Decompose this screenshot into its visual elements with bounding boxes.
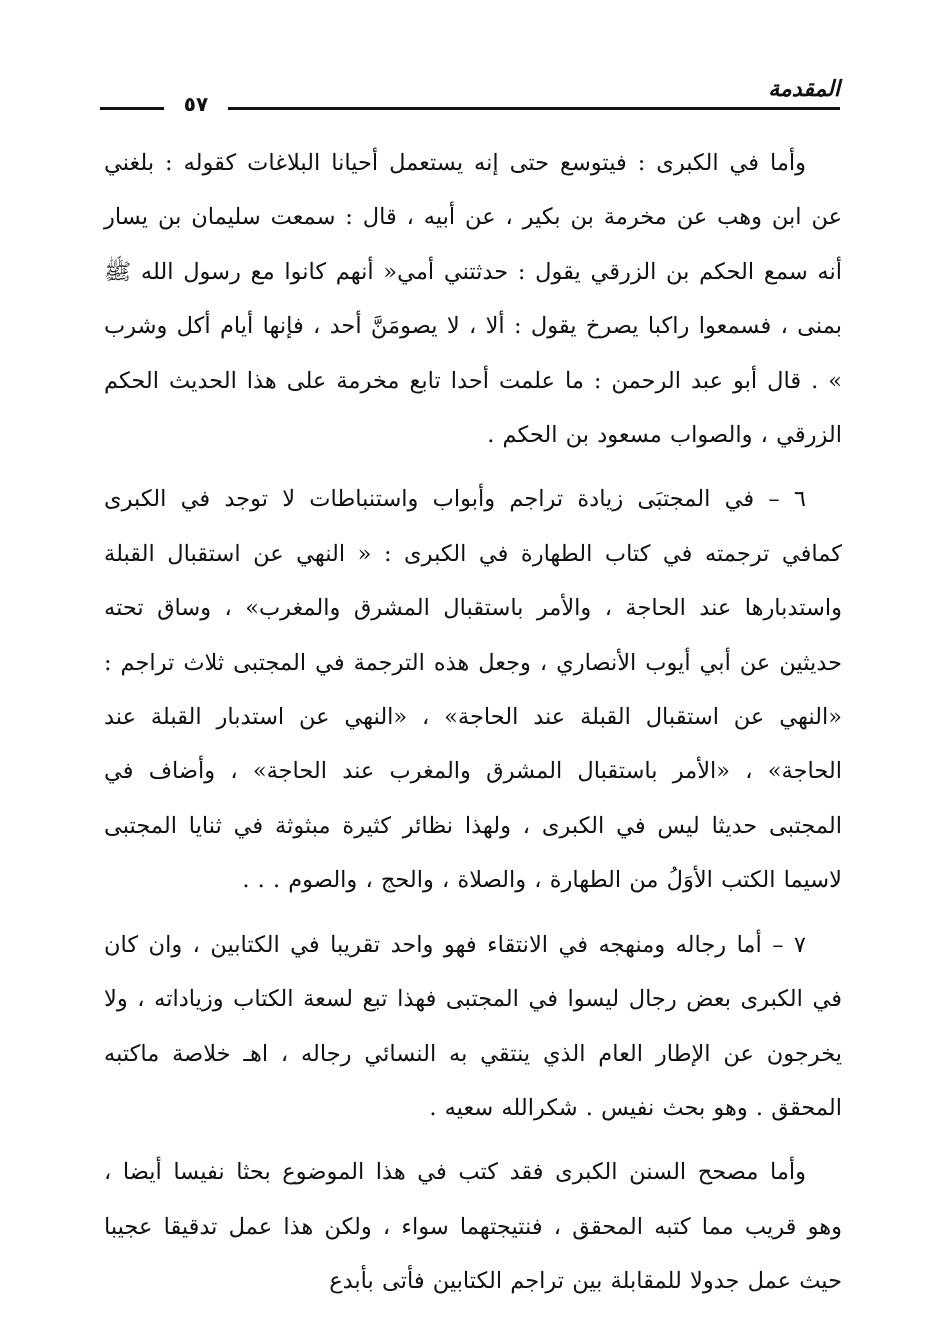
running-header [100, 78, 840, 118]
paragraph: وأما في الكبرى : فيتوسع حتى إنه يستعمل أحيانا البلاغات كقوله : بلغني عن ابن وهب عن مخرمة بن بكير ، عن أبيه ، قال : سمعت سليمان بن يسار أنه سمع الحكم بن الزرقي يقول : حدثتني أمي« أنهم كانوا مع رسول الله ﷺ بمنى ، فسمعوا راكبا يصرخ يقول : ألا ، لا يصومَنَّ أحد ، فإنها أيام أكل وشرب » . قال أبو عبد الرحمن : ما علمت أحدا تابع مخرمة على هذا الحديث الحكم الزرقي ، والصواب مسعود بن الحكم . [104, 150, 842, 449]
paragraph: وأما مصحح السنن الكبرى فقد كتب في هذا الموضوع بحثا نفيسا أيضا ، وهو قريب مما كتبه المحقق ، فنتيجتهما سواء ، ولكن هذا عمل تدقيقا عجيبا حيث عمل جدولا للمقابلة بين تراجم الكتابين فأتى بأبدع [104, 1159, 842, 1295]
header-rule-short [100, 107, 164, 110]
chapter-title: المقدمة [768, 77, 840, 102]
paragraph: ٧ – أما رجاله ومنهجه في الانتقاء فهو واحد تقريبا في الكتابين ، وان كان في الكبرى بعض رجال ليسوا في المجتبى فهذا تبع لسعة الكتاب وزياداته ، ولا يخرجون عن الإطار العام الذي ينتقي به النسائي رجاله ، اهـ خلاصة ماكتبه المحقق . وهو بحث نفيس . شكرالله سعيه . [104, 931, 842, 1121]
page-number: ٥٧ [183, 92, 209, 116]
body-text [104, 136, 842, 1309]
header-rule [228, 107, 840, 110]
paragraph: ٦ – في المجتبَى زيادة تراجم وأبواب واستنباطات لا توجد في الكبرى كمافي ترجمته في كتاب الطهارة في الكبرى : « النهي عن استقبال القبلة واستدبارها عند الحاجة ، والأمر باستقبال المشرق والمغرب» ، وساق تحته حديثين عن أبي أيوب الأنصاري ، وجعل هذه الترجمة في المجتبى ثلاث تراجم : «النهي عن استقبال القبلة عند الحاجة» ، «النهي عن استدبار القبلة عند الحاجة» ، «الأمر باستقبال المشرق والمغرب عند الحاجة» ، وأضاف في المجتبى حديثا ليس في الكبرى ، ولهذا نظائر كثيرة مبثوثة في ثنايا المجتبى لاسيما الكتب الأوَلُ من الطهارة ، والصلاة ، والحج ، والصوم . . . [104, 486, 842, 894]
